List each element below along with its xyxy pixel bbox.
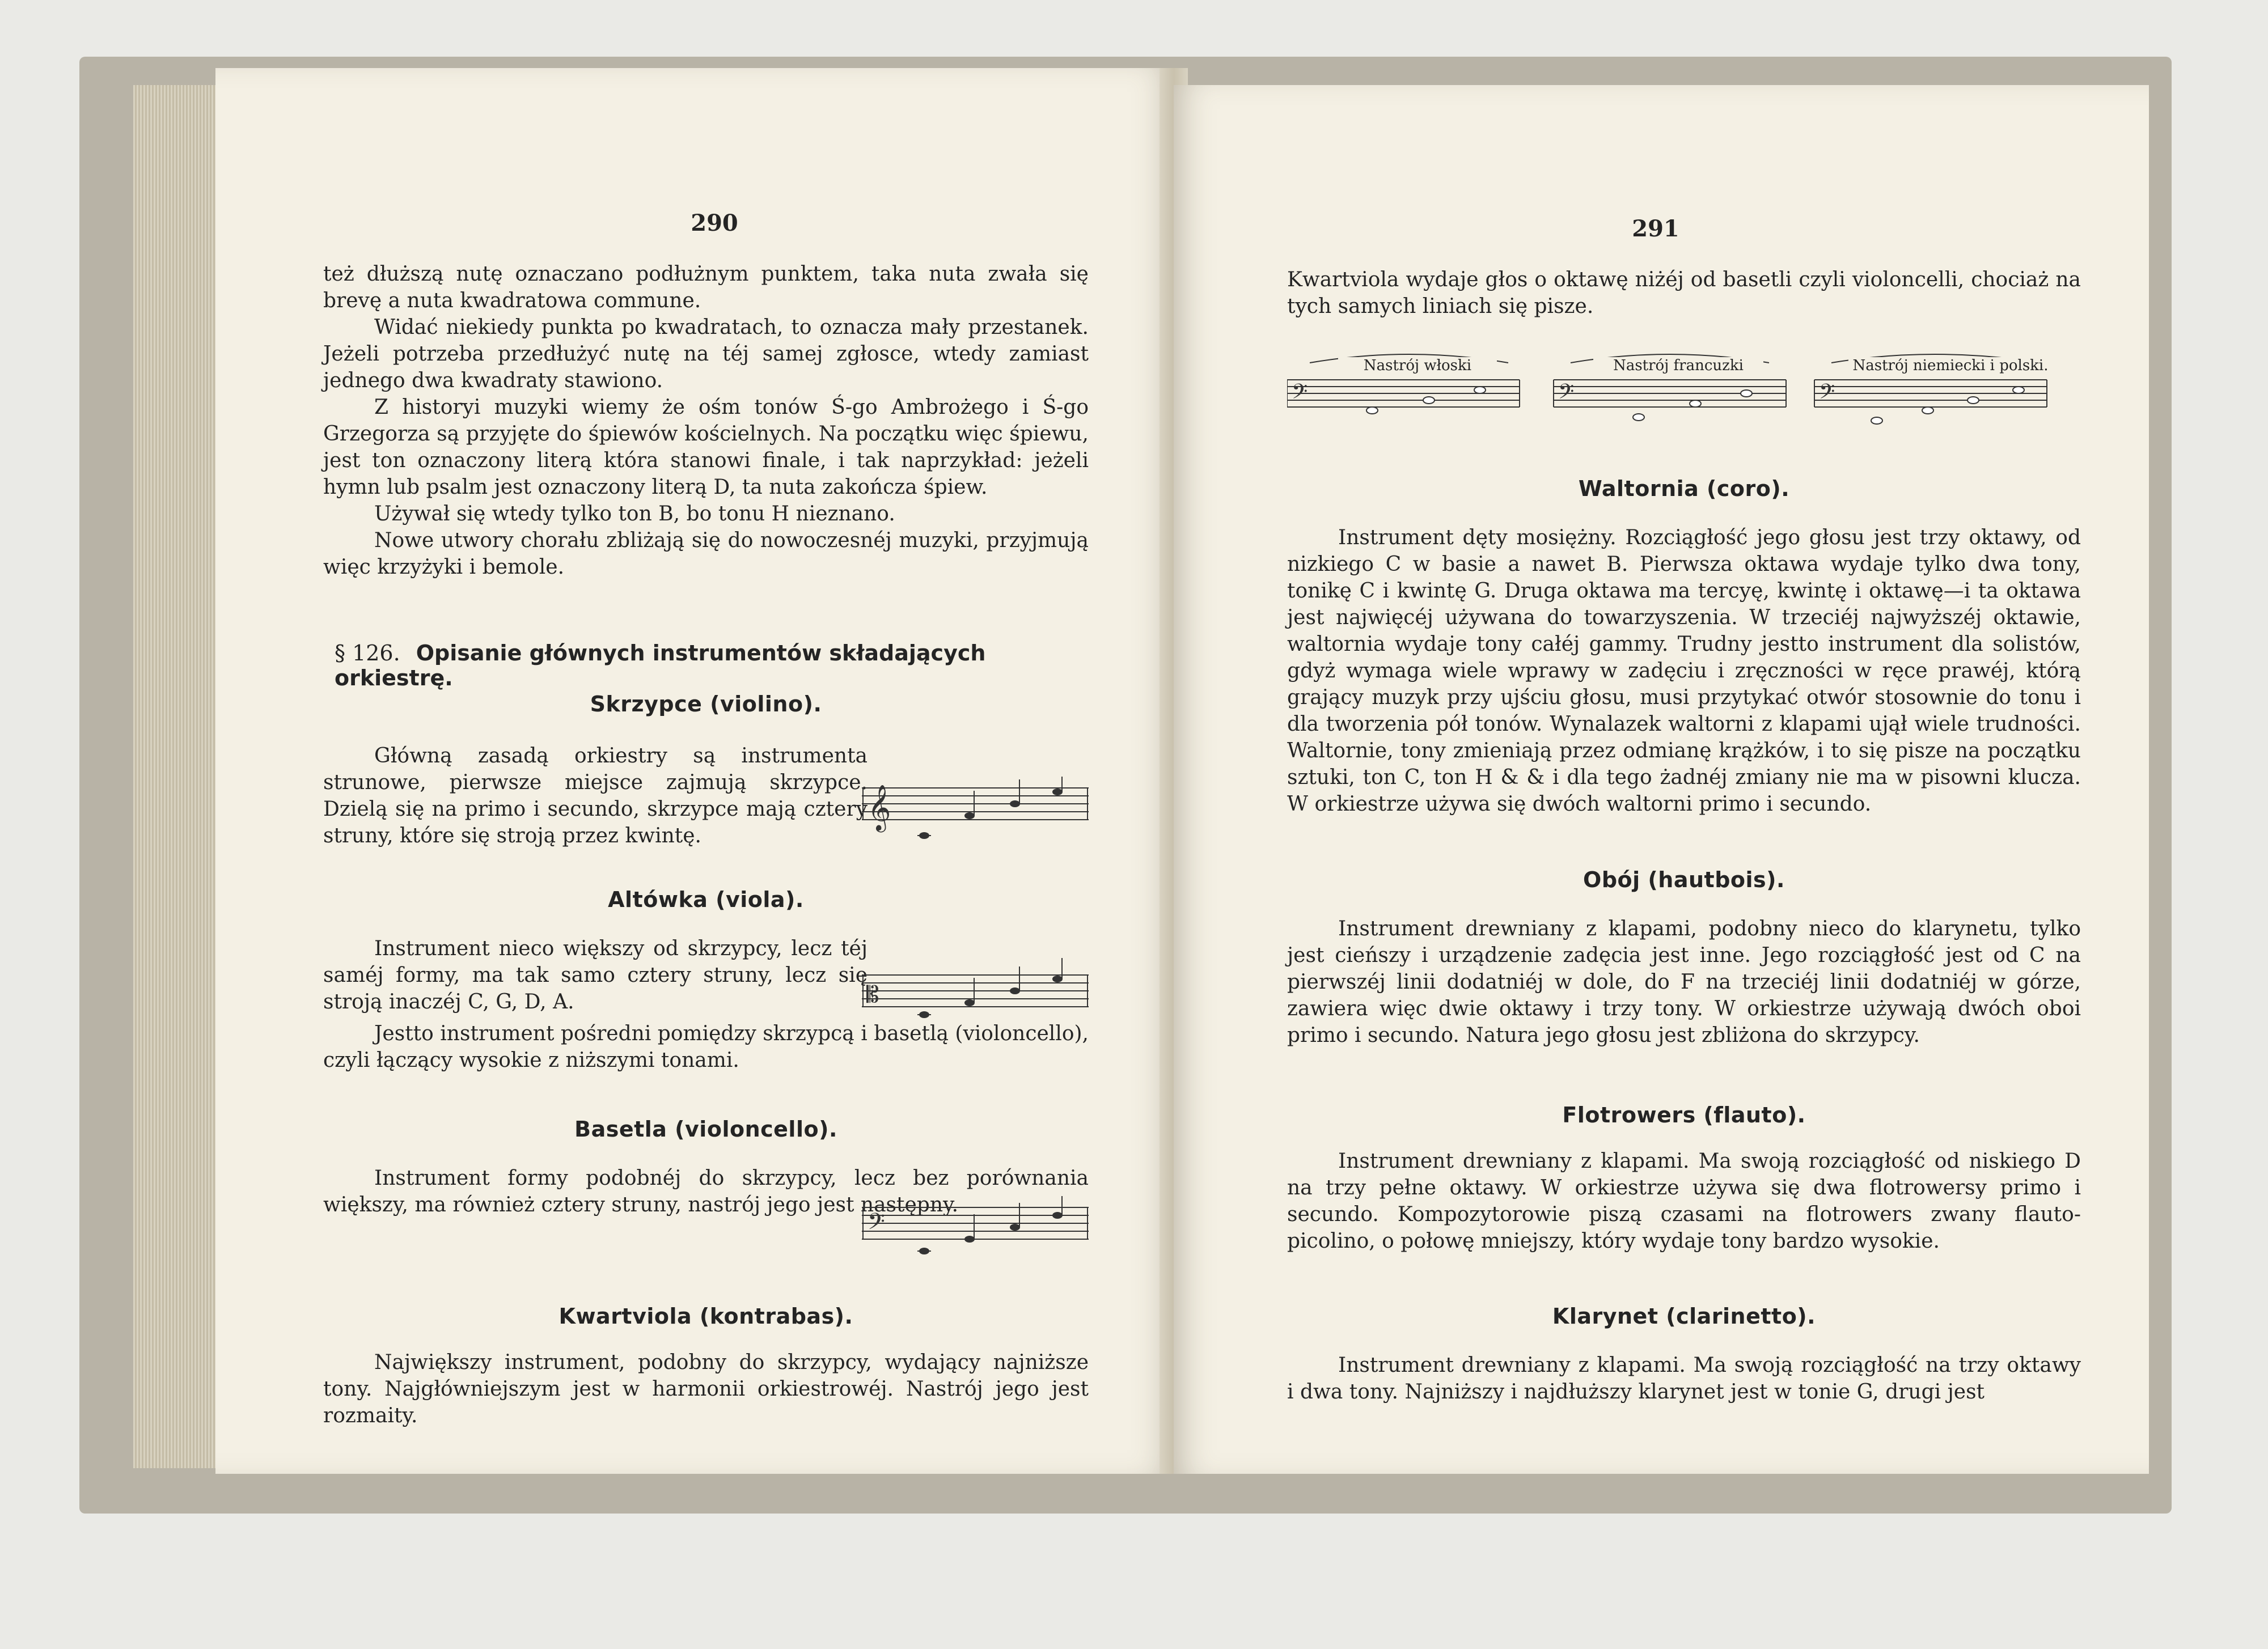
- intro-para-1: też dłuższą nutę oznaczano podłużnym punktem, taka nuta zwała się brevę a nuta kwadratowa commune.: [323, 262, 1089, 312]
- intro-para-3: Z historyi muzyki wiemy że ośm tonów Ś-go Ambrożego i Ś-go Grzegorza są przyjęte do śpiewów kościelnych. Na początku więc śpiewu, jest ton oznaczony literą która stanowi finale, i tak naprzykład: jeżeli hymn lub psalm jest oznaczony literą D, ta nuta zakończa śpiew.: [323, 396, 1089, 499]
- svg-text:𝄢: 𝄢: [1558, 380, 1575, 409]
- svg-text:𝄢: 𝄢: [1819, 380, 1835, 409]
- right-page: [1174, 85, 2149, 1474]
- oboe-heading: Obój (hautbois).: [1583, 867, 1785, 892]
- viola-tuning-staff: [862, 958, 1089, 1026]
- section-heading: [335, 641, 1106, 690]
- cello-heading: Basetla (violoncello).: [574, 1117, 837, 1142]
- violin-text: Główną zasadą orkiestry są instrumenta strunowe, pierwsze miejsce zajmują skrzypce. Dzielą się na primo i secundo, skrzypce mają cztery struny, które się stroją przez kwintę.: [323, 744, 868, 847]
- horn-heading: Waltornia (coro).: [1578, 476, 1790, 501]
- tuning-label-german-polish: Nastrój niemiecki i polski.: [1848, 357, 2053, 374]
- tuning-figure: [1287, 346, 2081, 425]
- page-number-left: 290: [691, 210, 738, 236]
- tuning-label-italian: Nastrój włoski: [1338, 357, 1497, 374]
- cello-text: Instrument formy podobnéj do skrzypcy, lecz bez porównania większy, ma również cztery struny, nastrój jego jest następny.: [323, 1167, 1089, 1216]
- violin-tuning-staff: [862, 777, 1089, 845]
- horn-text: Instrument dęty mosiężny. Rozciągłość jego głosu jest trzy oktawy, od nizkiego C w basie a nawet B. Pierwsza oktawa wydaje tylko dwa tony, tonikę C i kwintę G. Druga oktawa ma tercyę, kwintę i oktawę—i ta oktawa jest najwięcéj używana do towarzyszenia. W trzeciéj najwyższéj oktawie, waltornia wydaje tony całéj gammy. Trudny jestto instrument dla solistów, gdyż wymaga wiele wprawy w zadęciu i zręczności w ręce prawéj, którą grający muzyk przy ujściu głosu, musi przytykać otwór stosownie do tonu i dla tworzenia pół tonów. Wynalazek waltorni z klapami ujął wiele trudności. Waltornie, tony zmieniają przez odmianę krążków, i to się pisze na początku sztuki, ton C, ton H & & i dla tego żadnéj zmiany nie ma w pisowni klucza. W orkiestrze używa się dwóch waltorni primo i secundo.: [1287, 526, 2081, 816]
- page-edges: [133, 85, 224, 1468]
- flute-text: Instrument drewniany z klapami. Ma swoją rozciągłość od niskiego D na trzy pełne oktawy. W orkiestrze używa się dwa flotrowersy primo i secundo. Kompozytorowie piszą czasami na flotrowers zwany flauto-picolino, o połowę mniejszy, który wydaje tony bardzo wysokie.: [1287, 1150, 2081, 1253]
- section-title: Opisanie głównych instrumentów składających orkiestrę.: [335, 641, 986, 690]
- tuning-label-french: Nastrój francuzki: [1593, 357, 1763, 374]
- intro-para-5: Nowe utwory chorału zbliżają się do nowoczesnéj muzyki, przyjmują więc krzyżyki i bemole.: [323, 529, 1089, 579]
- svg-text:𝄞: 𝄞: [868, 784, 891, 830]
- left-page: [215, 68, 1174, 1474]
- viola-text-2: Jestto instrument pośredni pomiędzy skrzypcą i basetlą (violoncello), czyli łączący wysokie z niższymi tonami.: [323, 1022, 1089, 1072]
- bass-heading: Kwartviola (kontrabas).: [558, 1304, 853, 1329]
- viola-heading: Altówka (viola).: [608, 887, 804, 912]
- clarinet-heading: Klarynet (clarinetto).: [1552, 1304, 1816, 1329]
- page-number-right: 291: [1632, 215, 1679, 242]
- intro-para-2: Widać niekiedy punkta po kwadratach, to oznacza mały przestanek. Jeżeli potrzeba przedłużyć nutę na téj samej zgłosce, wtedy zamiast jednego dwa kwadraty stawiono.: [323, 316, 1089, 392]
- svg-text:𝄢: 𝄢: [868, 1209, 885, 1240]
- flute-heading: Flotrowers (flauto).: [1562, 1103, 1806, 1127]
- bass-continued-text: Kwartviola wydaje głos o oktawę niżéj od basetli czyli violoncelli, chociaż na tych samych liniach się pisze.: [1287, 268, 2081, 318]
- viola-text: Instrument nieco większy od skrzypcy, lecz téj saméj formy, ma tak samo cztery struny, lecz się stroją inaczéj C, G, D, A.: [323, 937, 868, 1014]
- svg-text:𝄢: 𝄢: [1292, 380, 1308, 409]
- cello-tuning-staff: [862, 1196, 1089, 1264]
- oboe-text: Instrument drewniany z klapami, podobny nieco do klarynetu, tylko jest cieńszy i urządzenie zadęcia jest inne. Jego rozciągłość jest od C na pierwszéj linii dodatniéj w dole, do F na trzeciéj linii dodatniéj w górze, zawiera więc dwie oktawy i trzy tony. W orkiestrze używają dwóch oboi primo i secundo. Natura jego głosu jest zbliżona do skrzypcy.: [1287, 917, 2081, 1047]
- svg-text:𝄡: 𝄡: [866, 982, 879, 1008]
- intro-text: [323, 261, 1089, 580]
- bass-text: Największy instrument, podobny do skrzypcy, wydający najniższe tony. Najgłówniejszym jest w harmonii orkiestrowéj. Nastrój jego jest rozmaity.: [323, 1351, 1089, 1427]
- section-number: § 126.: [335, 641, 400, 665]
- violin-heading: Skrzypce (violino).: [590, 692, 822, 717]
- intro-para-4: Używał się wtedy tylko ton B, bo tonu H nieznano.: [374, 502, 895, 525]
- clarinet-text: Instrument drewniany z klapami. Ma swoją rozciągłość na trzy oktawy i dwa tony. Najniższy i najdłuższy klarynet jest w tonie G, drugi jest: [1287, 1354, 2081, 1404]
